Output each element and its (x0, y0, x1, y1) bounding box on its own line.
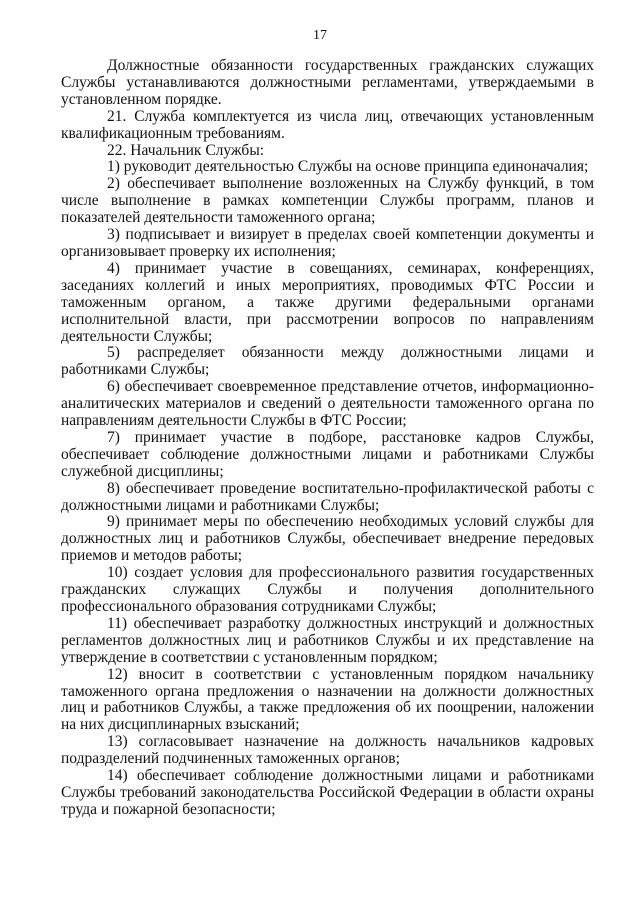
list-item-3: 3) подписывает и визирует в пределах своей компетенции документы и организовывает проверку их исполнения; (61, 226, 594, 260)
list-item-7: 7) принимает участие в подборе, расстановке кадров Службы, обеспечивает соблюдение должностными лицами и работниками Службы служебной дисциплины; (61, 428, 594, 480)
list-item-11: 11) обеспечивает разработку должностных инструкций и должностных регламентов должностных лиц и работников Службы и их представление на утверждение в соответствии с установленным порядком; (61, 614, 594, 666)
paragraph-22-heading: 22. Начальник Службы: (107, 141, 265, 159)
list-item-6: 6) обеспечивает своевременное представление отчетов, информационно-аналитических материалов и сведений о деятельности таможенного органа по направлениям деятельности Службы в ФТС России; (61, 378, 594, 430)
list-item-13: 13) согласовывает назначение на должность начальников кадровых подразделений подчиненных таможенных органов; (61, 733, 594, 768)
list-item-4: 4) принимает участие в совещаниях, семинарах, конференциях, заседаниях коллегий и иных мероприятиях, проводимых ФТС России и таможенным органом, а также другими федеральными органами исполнительной власти, при рассмотрении вопросов по направлениям деятельности Службы; (61, 259, 594, 345)
document-body (61, 58, 594, 819)
list-item-8: 8) обеспечивает проведение воспитательно-профилактической работы с должностными лицами и работниками Службы; (61, 479, 594, 514)
list-item-14: 14) обеспечивает соблюдение должностными лицами и работниками Службы требований законодательства Российской Федерации в области охраны труда и пожарной безопасности; (61, 767, 594, 818)
paragraph-duties-intro: Должностные обязанности государственных гражданских служащих Службы устанавливаются должностными регламентами, утверждаемыми в установленном порядке. (61, 57, 594, 108)
page-number: 17 (313, 28, 327, 43)
list-item-9: 9) принимает меры по обеспечению необходимых условий службы для должностных лиц и работников Службы, обеспечивает внедрение передовых приемов и методов работы; (61, 513, 594, 565)
list-item-1: 1) руководит деятельностью Службы на основе принципа единоначалия; (107, 158, 589, 176)
paragraph-21: 21. Служба комплектуется из числа лиц, отвечающих установленным квалификационным требованиям. (61, 107, 594, 142)
list-item-5: 5) распределяет обязанности между должностными лицами и работниками Службы; (61, 344, 594, 379)
list-item-10: 10) создает условия для профессионального развития государственных гражданских служащих Службы и получения дополнительного профессионального образования сотрудниками Службы; (61, 564, 594, 615)
list-item-12: 12) вносит в соответствии с установленным порядком начальнику таможенного органа предложения о назначении на должности должностных лиц и работников Службы, а также предложения об их поощрении, наложении на них дисциплинарных взысканий; (61, 665, 594, 734)
list-item-2: 2) обеспечивает выполнение возложенных на Службу функций, в том числе выполнение в рамках компетенции Службы программ, планов и показателей деятельности таможенного органа; (61, 175, 594, 227)
